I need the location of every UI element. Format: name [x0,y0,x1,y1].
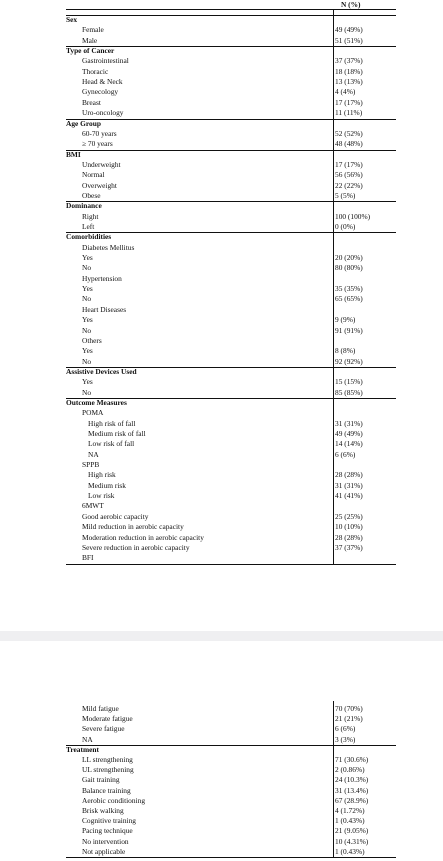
row-value: 25 (25%) [335,511,363,521]
row-value: 13 (13%) [335,77,363,87]
row-label: No [82,263,92,273]
table-row [66,170,396,179]
section-header-row [66,46,396,55]
row-label: Mild reduction in aerobic capacity [82,522,184,532]
row-label: Thoracic [82,66,109,76]
row-label: Aerobic conditioning [82,795,146,805]
row-label: Breast [82,97,101,107]
row-value: 48 (48%) [335,139,363,149]
row-label: No intervention [82,836,129,846]
row-label: Head & Neck [82,77,123,87]
row-label: No [82,356,92,366]
row-value: 2 (0.86%) [335,765,365,775]
row-label: Low risk [88,491,115,501]
row-value: 0 (0%) [335,222,356,231]
row-value: 65 (65%) [335,294,363,304]
table-row [66,460,396,469]
table-row [66,786,396,795]
section-header-row [66,398,396,407]
row-value: 70 (70%) [335,704,363,713]
table-row [66,450,396,459]
section-header-row [66,201,396,210]
table-row [66,491,396,500]
table-rule [66,564,396,565]
table-row [66,336,396,345]
row-value: 10 (10%) [335,522,363,532]
table-row [66,806,396,815]
row-value: 52 (52%) [335,128,363,138]
table-row [66,67,396,76]
row-value: 5 (5%) [335,190,356,200]
row-label: 60-70 years [82,128,117,138]
row-label: Gastrointestinal [82,56,129,66]
table-row [66,243,396,252]
table-row [66,377,396,386]
row-label: Moderate fatigue [82,714,133,724]
table-row [66,735,396,744]
table-row [66,533,396,542]
row-label: Gait training [82,775,120,785]
row-label: Severe fatigue [82,724,125,734]
row-value: 20 (20%) [335,253,363,263]
row-label: BFI [82,553,94,563]
row-value: 1 (0.43%) [335,816,365,826]
table-row [66,36,396,45]
table-row [66,25,396,34]
table-row [66,470,396,479]
row-label: ≥ 70 years [82,139,113,149]
row-label: No [82,325,92,335]
row-label: Yes [82,253,93,263]
table-rule [66,367,396,368]
row-value: 31 (13.4%) [335,785,369,795]
table-row [66,439,396,448]
table-row [66,191,396,200]
table-row [66,108,396,117]
row-label: Left [82,222,95,231]
row-label: Balance training [82,785,131,795]
section-header-row [66,745,396,754]
table-rule [66,745,396,746]
table-row [66,139,396,148]
section-header-label: Type of Cancer [66,46,115,56]
row-label: Hypertension [82,273,122,283]
table-row [66,775,396,784]
table-row [66,284,396,293]
row-label: Heart Diseases [82,304,127,314]
row-value: 37 (37%) [335,56,363,66]
document-page-2 [0,641,443,861]
row-label: NA [88,449,99,459]
section-header-label: Dominance [66,201,102,211]
row-value: 67 (28.9%) [335,795,369,805]
row-label: Not applicable [82,846,126,856]
table-row [66,429,396,438]
table-row [66,129,396,138]
row-value: 28 (28%) [335,532,363,542]
table-row [66,212,396,221]
row-label: Gynecology [82,87,119,97]
row-value: 4 (4%) [335,87,356,97]
row-label: Yes [82,284,93,294]
row-value: 31 (31%) [335,418,363,428]
row-label: Right [82,211,99,221]
table-row [66,816,396,825]
row-value: 71 (30.6%) [335,755,369,764]
row-value: 21 (21%) [335,714,363,724]
table-rule [66,398,396,399]
row-label: Mild fatigue [82,704,119,713]
table-row [66,305,396,314]
row-value: 21 (9.05%) [335,826,369,836]
section-header-label: BMI [66,149,81,159]
row-value: 11 (11%) [335,108,363,118]
row-value: 51 (51%) [335,35,363,45]
row-label: NA [82,734,93,744]
row-label: Medium risk of fall [88,429,146,438]
row-label: Pacing technique [82,826,133,836]
row-label: Normal [82,170,105,180]
table-rule [66,150,396,151]
row-label: No [82,294,92,304]
row-value: 3 (3%) [335,734,356,744]
table-rule [66,9,396,10]
section-header-row [66,15,396,24]
row-value: 22 (22%) [335,180,363,190]
row-value: 8 (8%) [335,346,356,356]
row-value: 4 (1.72%) [335,806,365,815]
column-header-label: N (%) [341,0,361,9]
column-header [66,0,396,9]
table-row [66,181,396,190]
row-value: 28 (28%) [335,470,363,480]
table-row [66,160,396,169]
row-label: Cognitive training [82,816,136,826]
table-row [66,704,396,713]
row-label: Good aerobic capacity [82,511,149,521]
table-row [66,357,396,366]
row-label: Yes [82,315,93,325]
row-value: 1 (0.43%) [335,846,365,856]
row-label: Yes [82,377,93,387]
row-label: Underweight [82,159,121,169]
table-row [66,765,396,774]
table-row [66,294,396,303]
table-row [66,253,396,262]
row-value: 24 (10.3%) [335,775,369,785]
row-value: 17 (17%) [335,159,363,169]
row-label: No [82,387,92,397]
table-rule [66,119,396,120]
row-value: 37 (37%) [335,542,363,552]
row-value: 49 (49%) [335,25,363,35]
section-header-label: Age Group [66,118,101,128]
row-label: 6MWT [82,501,104,511]
row-value: 92 (92%) [335,356,363,366]
table-row [66,724,396,733]
row-value: 6 (6%) [335,724,356,734]
row-value: 14 (14%) [335,439,363,449]
table-row [66,481,396,490]
row-value: 31 (31%) [335,480,363,490]
row-label: POMA [82,408,104,418]
row-value: 49 (49%) [335,429,363,438]
row-label: High risk of fall [88,418,136,428]
section-header-row [66,232,396,241]
table-row [66,326,396,335]
row-label: SPPB [82,460,100,470]
table-row [66,522,396,531]
section-header-label: Sex [66,15,78,24]
table-row [66,346,396,355]
table-rule [66,46,396,47]
table-row [66,263,396,272]
table-rule [66,857,396,858]
row-value: 91 (91%) [335,325,363,335]
row-value: 15 (15%) [335,377,363,387]
row-label: Male [82,35,98,45]
row-label: Moderation reduction in aerobic capacity [82,532,204,542]
table-rule [66,201,396,202]
row-label: Low risk of fall [88,439,135,449]
table-row [66,87,396,96]
table-row [66,56,396,65]
row-value: 6 (6%) [335,449,356,459]
section-header-row [66,150,396,159]
row-value: 56 (56%) [335,170,363,180]
table-row [66,274,396,283]
row-label: Others [82,335,102,345]
row-label: LL strengthening [82,755,133,764]
row-value: 10 (4.31%) [335,836,369,846]
section-header-label: Assistive Devices Used [66,366,137,376]
table-row [66,222,396,231]
row-value: 80 (80%) [335,263,363,273]
table-row [66,543,396,552]
table-row [66,826,396,835]
row-label: Obese [82,190,101,200]
table-row [66,796,396,805]
column-divider [333,701,334,857]
section-header-row [66,119,396,128]
section-header-label: Outcome Measures [66,397,127,407]
row-label: Yes [82,346,93,356]
row-label: Severe reduction in aerobic capacity [82,542,190,552]
table-rule [66,232,396,233]
row-label: Overweight [82,180,117,190]
table-row [66,714,396,723]
row-value: 17 (17%) [335,97,363,107]
table-row [66,388,396,397]
table-row [66,847,396,856]
table-rule [66,15,396,16]
row-value: 18 (18%) [335,66,363,76]
table-row [66,501,396,510]
table-row [66,419,396,428]
row-label: Female [82,25,104,35]
section-header-row [66,367,396,376]
row-label: UL strengthening [82,765,134,775]
row-label: Diabetes Mellitus [82,242,135,252]
row-value: 100 (100%) [335,211,371,221]
section-header-label: Treatment [66,744,99,754]
table-row [66,77,396,86]
table-row [66,315,396,324]
table-row [66,408,396,417]
table-row [66,553,396,562]
row-label: Uro-oncology [82,108,124,118]
table-row [66,98,396,107]
row-label: Brisk walking [82,806,124,815]
row-value: 41 (41%) [335,491,363,501]
row-label: Medium risk [88,480,126,490]
column-divider [333,9,334,564]
row-value: 9 (9%) [335,315,356,325]
table-row [66,755,396,764]
table-row [66,512,396,521]
row-value: 35 (35%) [335,284,363,294]
section-header-label: Comorbidities [66,232,112,242]
table-row [66,837,396,846]
row-label: High risk [88,470,116,480]
row-value: 85 (85%) [335,387,363,397]
